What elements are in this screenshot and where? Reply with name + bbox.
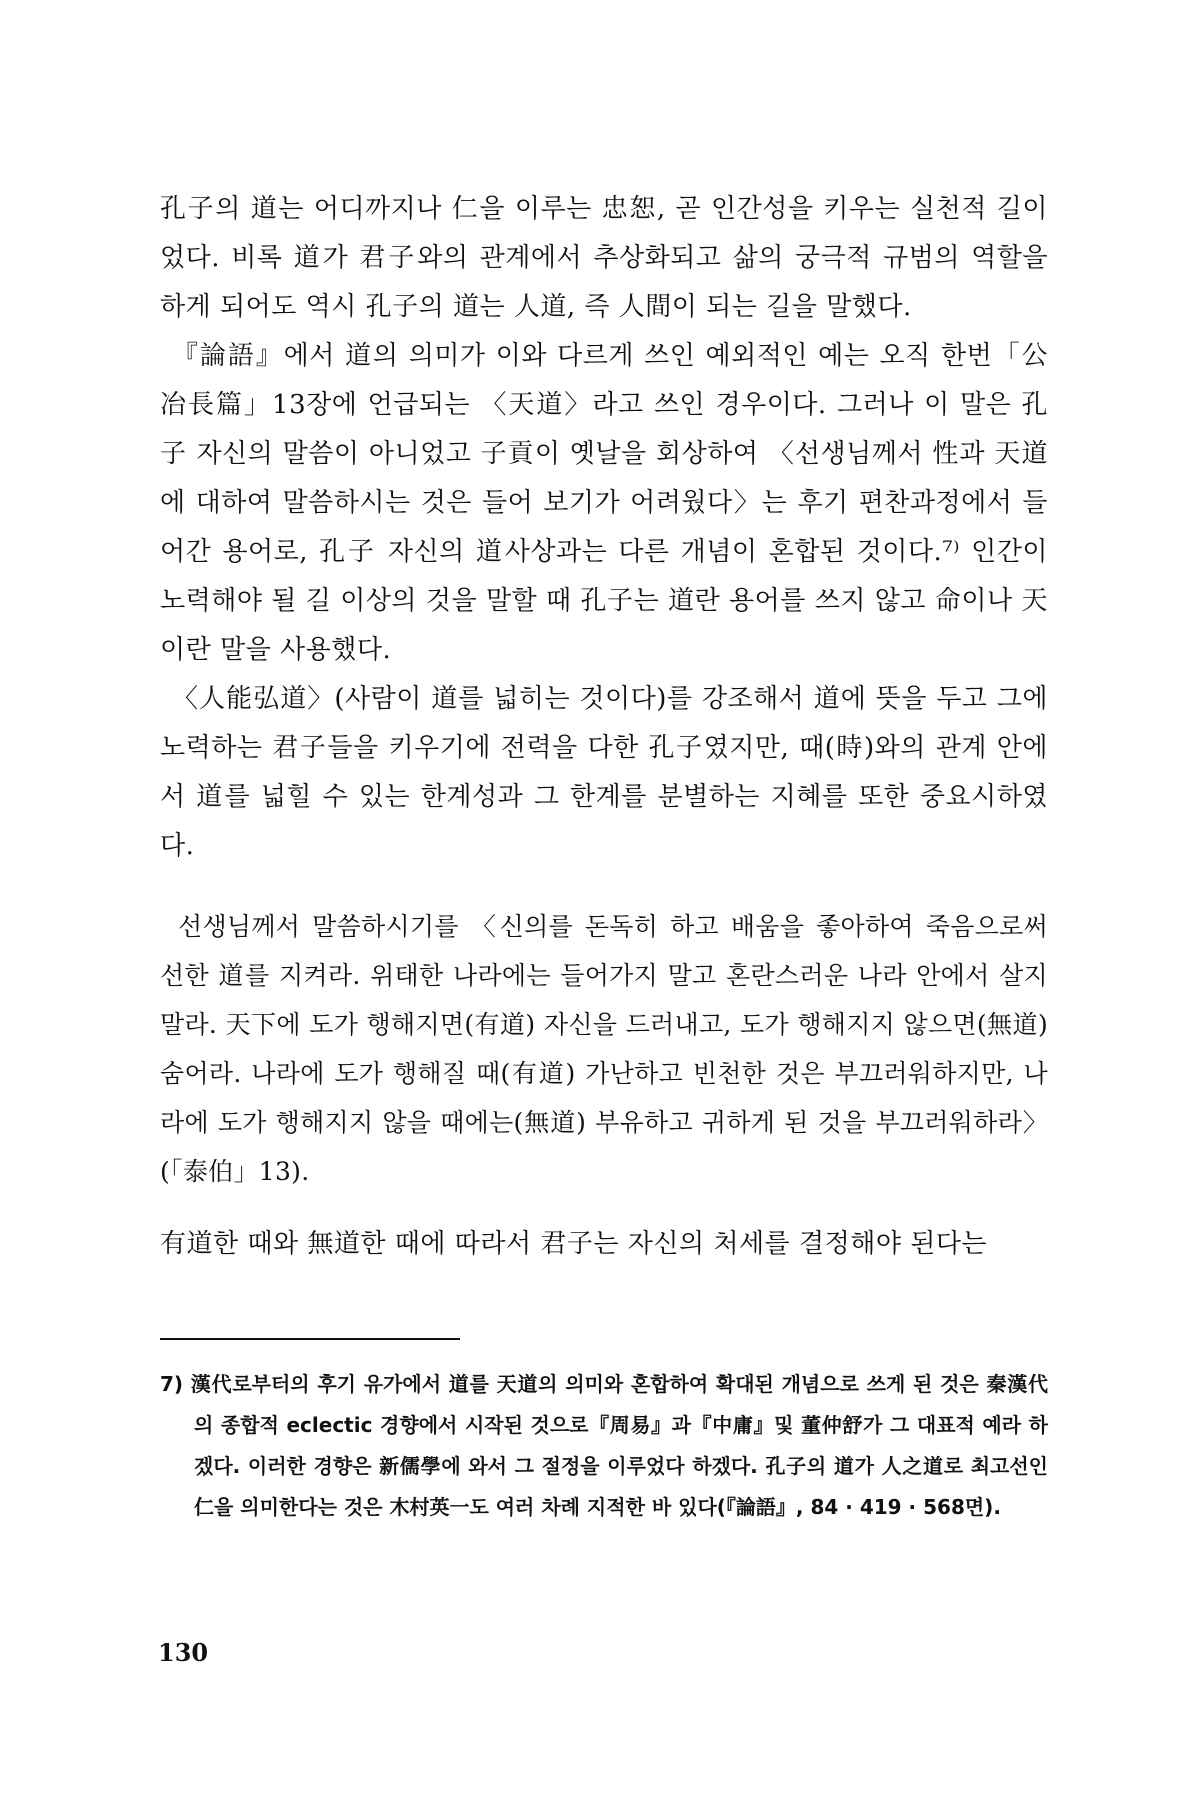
footnote-divider: [160, 1338, 460, 1340]
footnote-7: 7) 漢代로부터의 후기 유가에서 道를 天道의 의미와 혼합하여 확대된 개념으로 쓰게 된 것은 秦漢代의 종합적 eclectic 경향에서 시작된 것으로『周易』과『中庸』및 董仲舒가 그 대표적 예라 하겠다. 이러한 경향은 新儒學에 와서 그 절정을 이루었다 하겠다. 孔子의 道가 人之道로 최고선인 仁을 의미한다는 것은 木村英一도 여러 차례 지적한 바 있다(『論語』, 84 · 419 · 568면).: [160, 1372, 1048, 1519]
main-text: [160, 185, 1048, 871]
paragraph-after-quote: 有道한 때와 無道한 때에 따라서 君子는 자신의 처세를 결정해야 된다는: [160, 1229, 988, 1259]
page-number: 130: [158, 1638, 209, 1667]
paragraph-2: 『論語』에서 道의 의미가 이와 다르게 쓰인 예외적인 예는 오직 한번「公冶長篇」13장에 언급되는 〈天道〉라고 쓰인 경우이다. 그러나 이 말은 孔子 자신의 말씀이 아니었고 子貢이 옛날을 회상하여 〈선생님께서 性과 天道에 대하여 말씀하시는 것은 들어 보기가 어려웠다〉는 후기 편찬과정에서 들어간 용어로, 孔子 자신의 道사상과는 다른 개념이 혼합된 것이다.⁷⁾ 인간이 노력해야 될 길 이상의 것을 말할 때 孔子는 道란 용어를 쓰지 않고 命이나 天이란 말을 사용했다.: [160, 341, 1048, 665]
block-quote: 선생님께서 말씀하시기를 〈신의를 돈독히 하고 배움을 좋아하여 죽음으로써 선한 道를 지켜라. 위태한 나라에는 들어가지 말고 혼란스러운 나라 안에서 살지 말라. 天下에 도가 행해지면(有道) 자신을 드러내고, 도가 행해지지 않으면(無道) 숨어라. 나라에 도가 행해질 때(有道) 가난하고 빈천한 것은 부끄러워하지만, 나라에 도가 행해지지 않을 때에는(無道) 부유하고 귀하게 된 것을 부끄러워하라〉(「泰伯」13).: [160, 912, 1048, 1186]
paragraph-1: 孔子의 道는 어디까지나 仁을 이루는 忠恕, 곧 인간성을 키우는 실천적 길이었다. 비록 道가 君子와의 관계에서 추상화되고 삶의 궁극적 규범의 역할을 하게 되어도 역시 孔子의 道는 人道, 즉 人間이 되는 길을 말했다.: [160, 194, 1048, 322]
paragraph-3: 〈人能弘道〉(사람이 道를 넓히는 것이다)를 강조해서 道에 뜻을 두고 그에 노력하는 君子들을 키우기에 전력을 다한 孔子였지만, 때(時)와의 관계 안에서 道를 넓힐 수 있는 한계성과 그 한계를 분별하는 지혜를 또한 중요시하였다.: [160, 684, 1048, 861]
